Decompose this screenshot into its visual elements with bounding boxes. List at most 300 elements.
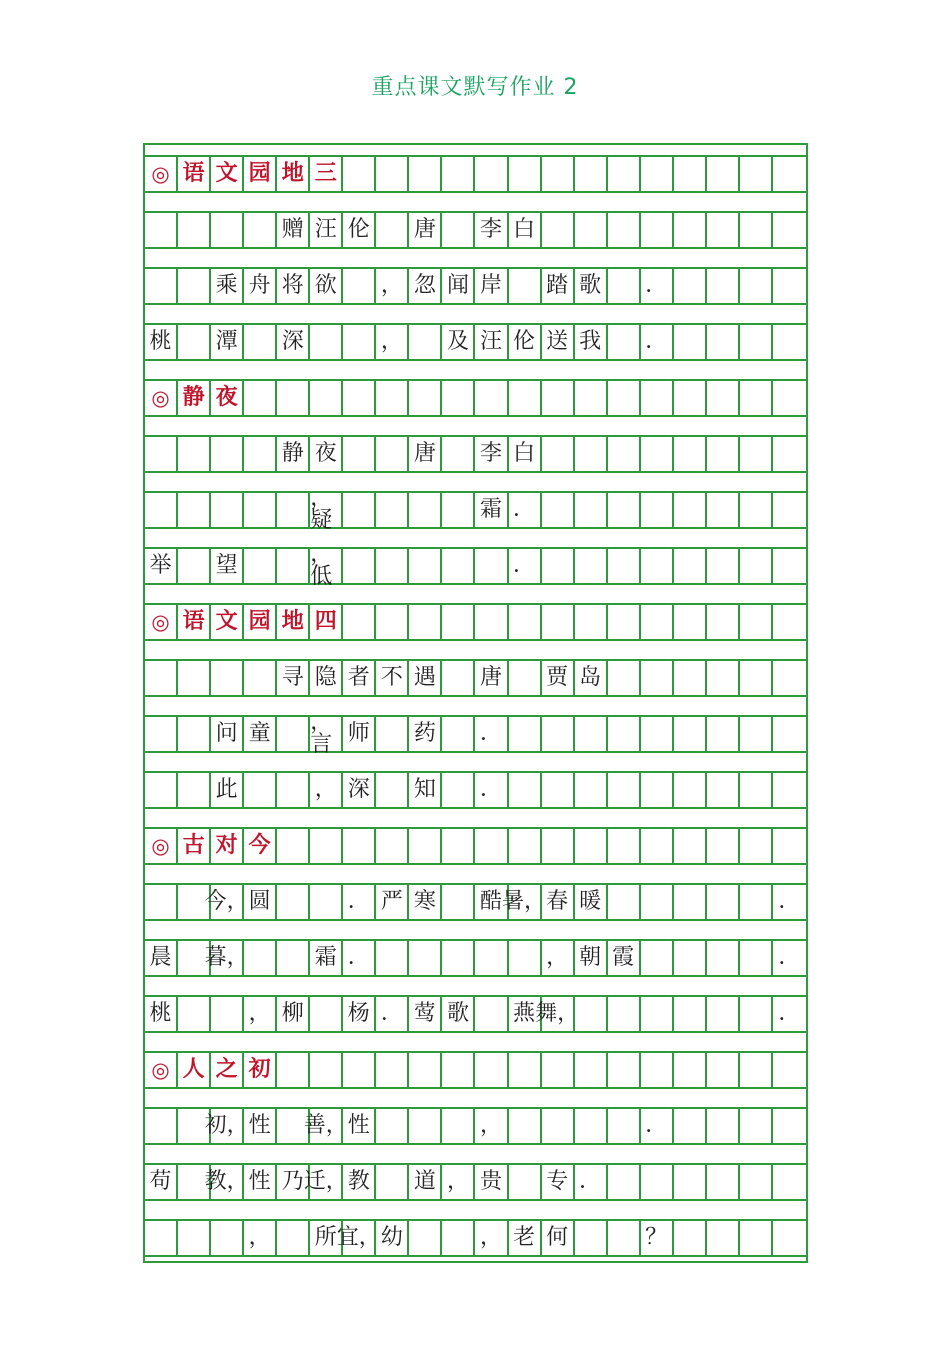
grid-cell: ，言 (310, 717, 343, 751)
grid-cell (310, 1053, 343, 1087)
grid-cell (773, 1053, 806, 1087)
grid-cell (277, 549, 310, 583)
grid-cell (343, 325, 376, 359)
grid-cell (376, 549, 409, 583)
grid-cell: ． (475, 717, 508, 751)
grid-cell: 园 (244, 157, 277, 191)
grid-cell (376, 493, 409, 527)
grid-cell: 不 (376, 661, 409, 695)
grid-cell (409, 605, 442, 639)
grid-cell: ． (509, 493, 542, 527)
grid-cell (277, 493, 310, 527)
grid-cell (674, 605, 707, 639)
grid-cell: 苟 (145, 1165, 178, 1199)
grid-cell (575, 381, 608, 415)
grid-cell (376, 1109, 409, 1143)
grid-cell: 李 (475, 213, 508, 247)
grid-cell (608, 1221, 641, 1255)
grid-cell (244, 325, 277, 359)
grid-cell: 柳 (277, 997, 310, 1031)
grid-cell (277, 717, 310, 751)
grid-cell: 及 (442, 325, 475, 359)
grid-cell (608, 269, 641, 303)
grid-cell: 舞， (542, 997, 575, 1031)
grid-cell (475, 157, 508, 191)
grid-cell (674, 269, 707, 303)
grid-cell: 忽 (409, 269, 442, 303)
grid-cell: 严 (376, 885, 409, 919)
grid-cell: 道 (409, 1165, 442, 1199)
grid-cell: 赠 (277, 213, 310, 247)
grid-cell: 岛 (575, 661, 608, 695)
grid-cell (409, 1221, 442, 1255)
grid-cell (409, 829, 442, 863)
grid-cell: 将 (277, 269, 310, 303)
grid-cell (343, 269, 376, 303)
grid-cell (773, 325, 806, 359)
grid-cell (641, 157, 674, 191)
grid-cell: 四 (310, 605, 343, 639)
grid-cell: 送 (542, 325, 575, 359)
grid-cell (740, 997, 773, 1031)
grid-cell: ． (641, 1109, 674, 1143)
grid-cell (674, 941, 707, 975)
grid-row (145, 1219, 806, 1257)
grid-cell: 初 (244, 1053, 277, 1087)
bullet-circle-icon: ◎ (145, 605, 178, 639)
grid-cell: 专 (542, 1165, 575, 1199)
grid-cell: 者 (343, 661, 376, 695)
grid-cell (409, 325, 442, 359)
grid-cell: 性 (244, 1165, 277, 1199)
grid-cell (442, 829, 475, 863)
grid-cell (343, 493, 376, 527)
grid-cell (674, 213, 707, 247)
grid-cell (509, 1109, 542, 1143)
grid-cell (145, 1109, 178, 1143)
grid-cell (145, 717, 178, 751)
grid-cell (244, 549, 277, 583)
grid-cell (244, 773, 277, 807)
grid-cell (740, 773, 773, 807)
grid-cell (641, 885, 674, 919)
grid-cell (740, 325, 773, 359)
grid-cell (575, 437, 608, 471)
grid-cell (608, 437, 641, 471)
grid-cell (509, 773, 542, 807)
grid-cell (542, 437, 575, 471)
grid-cell (178, 717, 211, 751)
grid-cell (575, 1221, 608, 1255)
grid-cell (740, 493, 773, 527)
grid-cell (707, 549, 740, 583)
grid-cell (310, 325, 343, 359)
grid-cell: 遇 (409, 661, 442, 695)
grid-cell (542, 157, 575, 191)
grid-cell (773, 381, 806, 415)
grid-cell (674, 325, 707, 359)
grid-cell: 静 (277, 437, 310, 471)
grid-cell: ． (778, 1001, 801, 1026)
grid-cell: ． (778, 889, 801, 914)
grid-cell: ？ (641, 1221, 674, 1255)
grid-cell (674, 997, 707, 1031)
grid-cell: 善， (310, 1109, 343, 1143)
grid-cell: 闻 (442, 269, 475, 303)
grid-cell: 圆 (244, 885, 277, 919)
grid-cell: 汪 (475, 325, 508, 359)
grid-cell: 贾 (542, 661, 575, 695)
grid-cell (409, 1109, 442, 1143)
grid-row (145, 435, 806, 473)
grid-cell: 文 (211, 157, 244, 191)
grid-cell (244, 661, 277, 695)
grid-cell (442, 941, 475, 975)
grid-cell: 潭 (211, 325, 244, 359)
grid-cell (608, 493, 641, 527)
grid-cell (376, 829, 409, 863)
grid-cell (641, 493, 674, 527)
grid-cell (641, 549, 674, 583)
grid-cell: 朝 (575, 941, 608, 975)
grid-cell (178, 325, 211, 359)
grid-cell (475, 549, 508, 583)
grid-cell (608, 157, 641, 191)
grid-cell (707, 661, 740, 695)
grid-cell: ． (778, 945, 801, 970)
grid-cell (740, 213, 773, 247)
grid-cell (740, 885, 773, 919)
grid-cell: 贵 (475, 1165, 508, 1199)
grid-cell (343, 157, 376, 191)
grid-cell (674, 773, 707, 807)
grid-cell: 园 (244, 605, 277, 639)
grid-cell: 地 (277, 605, 310, 639)
grid-cell (674, 661, 707, 695)
grid-cell (475, 997, 508, 1031)
grid-cell (641, 213, 674, 247)
grid-cell (475, 1053, 508, 1087)
grid-cell: 我 (575, 325, 608, 359)
grid-cell: ． (575, 1165, 608, 1199)
grid-cell (442, 493, 475, 527)
grid-cell: 语 (178, 605, 211, 639)
grid-cell (442, 885, 475, 919)
grid-cell (542, 493, 575, 527)
grid-cell: 望 (211, 549, 244, 583)
grid-cell (740, 1165, 773, 1199)
grid-cell (641, 1053, 674, 1087)
grid-cell (575, 213, 608, 247)
grid-cell (178, 1221, 211, 1255)
bullet-circle-icon: ◎ (145, 1053, 178, 1087)
grid-cell (145, 1221, 178, 1255)
writing-grid-sheet (143, 143, 808, 1263)
grid-cell: 唐 (475, 661, 508, 695)
grid-cell (244, 437, 277, 471)
grid-row (145, 542, 806, 589)
grid-cell: 夜 (310, 437, 343, 471)
grid-cell: ， (244, 997, 277, 1031)
grid-cell (343, 381, 376, 415)
grid-cell: 问 (211, 717, 244, 751)
grid-cell: 今， (211, 885, 244, 919)
grid-cell: 语 (178, 157, 211, 191)
grid-cell (707, 157, 740, 191)
grid-cell: 此 (211, 773, 244, 807)
grid-cell (740, 941, 773, 975)
grid-cell: 药 (409, 717, 442, 751)
grid-cell: ，疑 (310, 493, 343, 527)
grid-cell (740, 269, 773, 303)
grid-cell (178, 773, 211, 807)
grid-row (145, 1163, 806, 1201)
grid-cell: 乃 (277, 1165, 310, 1199)
grid-cell (707, 1109, 740, 1143)
grid-cell (542, 773, 575, 807)
grid-cell (376, 941, 409, 975)
grid-cell: 寒 (409, 885, 442, 919)
grid-cell: 霜 (475, 493, 508, 527)
grid-cell (244, 941, 277, 975)
grid-cell: 今 (244, 829, 277, 863)
grid-row (145, 771, 806, 809)
grid-cell (608, 997, 641, 1031)
grid-cell: 伦 (509, 325, 542, 359)
grid-cell: 桃 (145, 325, 178, 359)
grid-cell (707, 885, 740, 919)
grid-cell (211, 1221, 244, 1255)
grid-cell: 所 (310, 1221, 343, 1255)
grid-cell (707, 1221, 740, 1255)
grid-cell (442, 381, 475, 415)
grid-cell (277, 381, 310, 415)
grid-row (145, 267, 806, 305)
grid-cell: 莺 (409, 997, 442, 1031)
grid-cell (575, 717, 608, 751)
grid-cell (674, 437, 707, 471)
grid-cell: 春 (542, 885, 575, 919)
grid-cell (409, 549, 442, 583)
grid-cell (509, 717, 542, 751)
grid-row (145, 323, 806, 361)
grid-cell: 深 (343, 773, 376, 807)
grid-cell (674, 549, 707, 583)
grid-cell (178, 661, 211, 695)
grid-cell: 隐 (310, 661, 343, 695)
grid-cell (773, 213, 806, 247)
grid-cell: 教 (343, 1165, 376, 1199)
grid-cell (740, 1221, 773, 1255)
grid-row (145, 486, 806, 533)
grid-cell: 童 (244, 717, 277, 751)
grid-cell (608, 773, 641, 807)
grid-cell (542, 549, 575, 583)
grid-cell: ． (509, 549, 542, 583)
section-heading-row (145, 827, 806, 865)
grid-cell (608, 549, 641, 583)
grid-cell (442, 661, 475, 695)
grid-cell (740, 1109, 773, 1143)
grid-cell (211, 493, 244, 527)
grid-cell (475, 941, 508, 975)
grid-cell (145, 269, 178, 303)
grid-cell (641, 661, 674, 695)
grid-cell (442, 437, 475, 471)
grid-cell: 汪 (310, 213, 343, 247)
grid-cell: 伦 (343, 213, 376, 247)
grid-cell (740, 157, 773, 191)
grid-row (145, 883, 806, 921)
grid-cell (773, 605, 806, 639)
grid-cell (277, 1053, 310, 1087)
bullet-circle-icon: ◎ (145, 381, 178, 415)
grid-cell (509, 381, 542, 415)
grid-cell (211, 661, 244, 695)
grid-cell: 古 (178, 829, 211, 863)
grid-cell (509, 1053, 542, 1087)
grid-cell (575, 1109, 608, 1143)
grid-cell (442, 773, 475, 807)
grid-cell (277, 1221, 310, 1255)
grid-cell (442, 1221, 475, 1255)
grid-cell (641, 997, 674, 1031)
grid-cell: 宜， (343, 1221, 376, 1255)
grid-cell (608, 1053, 641, 1087)
grid-cell (707, 997, 740, 1031)
grid-cell (277, 885, 310, 919)
grid-cell: 唐 (409, 437, 442, 471)
grid-cell (343, 1053, 376, 1087)
grid-cell (674, 1165, 707, 1199)
grid-cell: ． (343, 941, 376, 975)
grid-cell (509, 269, 542, 303)
grid-cell (674, 157, 707, 191)
grid-cell (575, 493, 608, 527)
grid-cell: 教， (211, 1165, 244, 1199)
grid-cell: 李 (475, 437, 508, 471)
grid-cell (409, 493, 442, 527)
grid-cell (740, 381, 773, 415)
grid-cell (178, 269, 211, 303)
grid-cell (575, 605, 608, 639)
grid-cell (575, 549, 608, 583)
grid-cell: ． (641, 325, 674, 359)
grid-cell (509, 941, 542, 975)
grid-cell (178, 549, 211, 583)
grid-cell (608, 829, 641, 863)
grid-cell (145, 213, 178, 247)
grid-cell: ， (475, 1221, 508, 1255)
grid-cell: 白 (509, 437, 542, 471)
grid-cell (641, 773, 674, 807)
grid-cell (542, 213, 575, 247)
grid-cell (277, 941, 310, 975)
grid-cell: 暮， (211, 941, 244, 975)
grid-cell: ， (376, 325, 409, 359)
grid-cell (542, 605, 575, 639)
grid-cell (376, 717, 409, 751)
grid-cell (509, 157, 542, 191)
grid-cell (740, 1053, 773, 1087)
grid-cell (575, 773, 608, 807)
grid-cell (145, 885, 178, 919)
grid-cell (343, 437, 376, 471)
grid-row (145, 659, 806, 697)
grid-cell (310, 885, 343, 919)
grid-cell (475, 829, 508, 863)
grid-cell (773, 549, 806, 583)
grid-cell: ， (442, 1165, 475, 1199)
grid-cell (707, 269, 740, 303)
grid-cell (376, 1165, 409, 1199)
grid-cell (475, 605, 508, 639)
grid-cell (707, 717, 740, 751)
grid-row (145, 710, 806, 757)
grid-cell (277, 829, 310, 863)
grid-cell (442, 157, 475, 191)
grid-cell: 之 (211, 1053, 244, 1087)
grid-cell (409, 157, 442, 191)
grid-cell (641, 381, 674, 415)
grid-cell (608, 325, 641, 359)
grid-cell (442, 717, 475, 751)
grid-cell (674, 1221, 707, 1255)
grid-cell (178, 213, 211, 247)
grid-cell (740, 605, 773, 639)
grid-cell (409, 941, 442, 975)
grid-cell (211, 437, 244, 471)
grid-cell (707, 437, 740, 471)
grid-cell: ，低 (310, 549, 343, 583)
grid-cell (608, 1165, 641, 1199)
grid-cell (211, 997, 244, 1031)
grid-cell (277, 773, 310, 807)
grid-cell (674, 885, 707, 919)
grid-cell (740, 829, 773, 863)
section-heading-row (145, 155, 806, 193)
grid-cell: 夜 (211, 381, 244, 415)
grid-cell (509, 1165, 542, 1199)
grid-cell (310, 997, 343, 1031)
grid-cell: 歌 (575, 269, 608, 303)
bullet-circle-icon: ◎ (145, 157, 178, 191)
grid-cell (773, 773, 806, 807)
grid-cell: 三 (310, 157, 343, 191)
grid-cell (773, 717, 806, 751)
grid-cell (509, 605, 542, 639)
grid-row (145, 211, 806, 249)
grid-cell (310, 829, 343, 863)
grid-cell: 人 (178, 1053, 211, 1087)
grid-cell (674, 717, 707, 751)
grid-cell: 晨 (145, 941, 178, 975)
grid-cell (608, 717, 641, 751)
grid-cell (707, 1165, 740, 1199)
grid-cell (707, 773, 740, 807)
grid-cell: 幼 (376, 1221, 409, 1255)
grid-cell: 踏 (542, 269, 575, 303)
grid-cell (608, 661, 641, 695)
grid-cell (740, 717, 773, 751)
grid-cell: 欲 (310, 269, 343, 303)
section-heading-row (145, 1051, 806, 1089)
grid-cell (542, 829, 575, 863)
grid-cell (773, 829, 806, 863)
grid-row (145, 939, 806, 977)
grid-cell (442, 213, 475, 247)
grid-cell (442, 605, 475, 639)
